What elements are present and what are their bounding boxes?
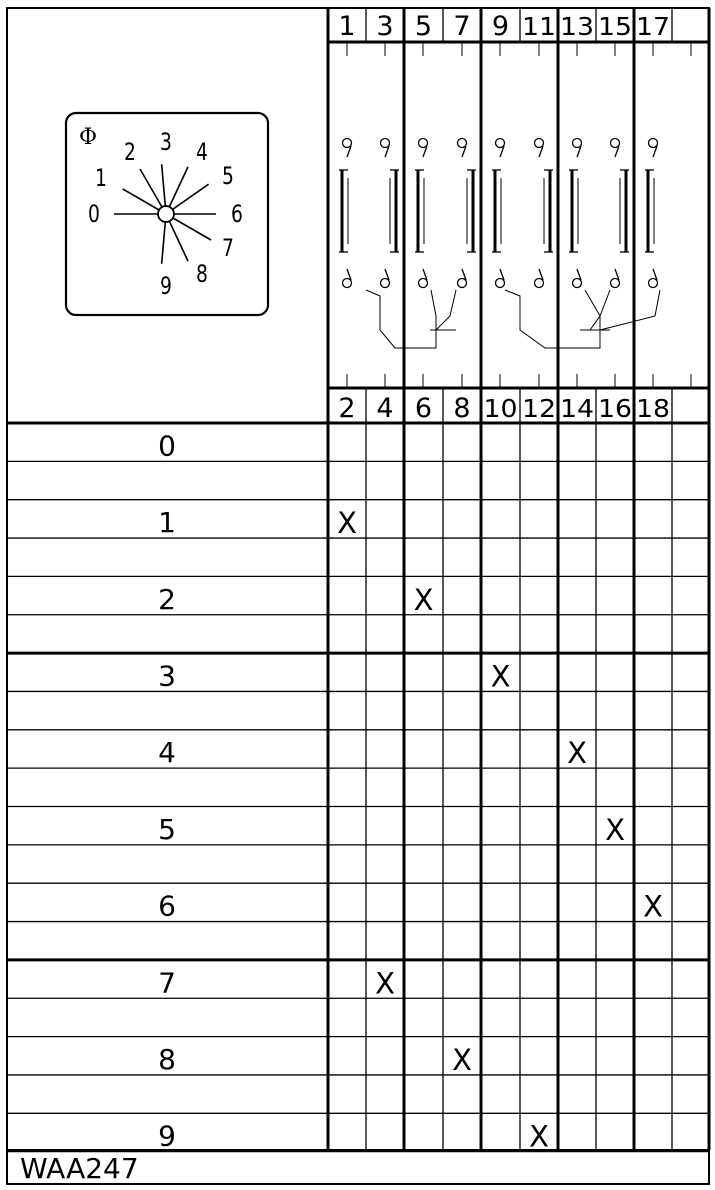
dial-position-9: 9 — [160, 272, 172, 301]
mark-position-1: X — [337, 506, 357, 541]
terminal-bottom-18: 18 — [636, 394, 670, 423]
terminal-circle — [496, 279, 505, 288]
mark-position-5: X — [605, 812, 625, 847]
bridge-wire — [600, 290, 660, 330]
dial-position-4: 4 — [196, 138, 208, 167]
terminal-circle — [649, 279, 658, 288]
terminal-circle — [458, 139, 467, 148]
terminal-bottom-12: 12 — [522, 394, 556, 423]
bridge-wire — [436, 290, 456, 330]
bottom-terminals — [338, 393, 670, 424]
dial-position-6: 6 — [231, 200, 243, 229]
dial-position-3: 3 — [160, 128, 172, 157]
terminal-circle — [573, 279, 582, 288]
position-label-1: 1 — [158, 506, 176, 540]
terminal-circle — [496, 139, 505, 148]
position-labels — [158, 429, 176, 1152]
terminal-bottom-4: 4 — [376, 393, 394, 424]
position-label-0: 0 — [158, 429, 176, 463]
bridge-wire — [505, 290, 600, 348]
terminal-circle — [343, 139, 352, 148]
contact-schematic — [339, 139, 660, 349]
terminal-bottom-16: 16 — [598, 394, 632, 423]
mark-position-6: X — [643, 889, 663, 924]
position-label-7: 7 — [158, 966, 176, 1000]
dial-position-7: 7 — [222, 234, 234, 263]
terminal-bottom-8: 8 — [453, 393, 471, 424]
terminal-circle — [381, 139, 390, 148]
terminal-top-5: 5 — [414, 11, 433, 42]
mark-position-3: X — [490, 659, 511, 694]
terminal-circle — [535, 139, 544, 148]
dial-position-1: 1 — [95, 164, 107, 193]
grid-structure — [7, 8, 709, 1184]
mark-position-7: X — [375, 966, 395, 1001]
terminal-top-11: 11 — [522, 12, 556, 41]
dial-position-5: 5 — [222, 162, 234, 191]
terminal-circle — [343, 279, 352, 288]
terminal-circle — [419, 139, 428, 148]
top-terminals — [338, 11, 670, 42]
mark-position-2: X — [413, 582, 434, 617]
position-label-4: 4 — [158, 736, 176, 770]
position-label-6: 6 — [158, 889, 176, 923]
terminal-bottom-6: 6 — [414, 393, 433, 424]
terminal-bottom-10: 10 — [483, 394, 518, 423]
position-label-3: 3 — [158, 659, 176, 693]
terminal-bottom-14: 14 — [560, 394, 594, 423]
terminal-top-9: 9 — [491, 11, 510, 42]
dial-position-8: 8 — [196, 260, 208, 289]
terminal-circle — [419, 279, 428, 288]
mark-position-9: X — [529, 1119, 549, 1154]
position-label-2: 2 — [158, 582, 176, 616]
dial-position-2: 2 — [124, 138, 136, 167]
terminal-circle — [458, 279, 467, 288]
terminal-circle — [611, 139, 620, 148]
dial-position-0: 0 — [88, 200, 100, 229]
dial-hub — [158, 206, 174, 222]
position-label-8: 8 — [158, 1042, 176, 1076]
terminal-top-7: 7 — [453, 11, 471, 42]
terminal-circle — [649, 139, 658, 148]
terminal-top-1: 1 — [338, 11, 356, 42]
terminal-circle — [381, 279, 390, 288]
terminal-top-3: 3 — [376, 11, 394, 42]
terminal-circle — [573, 139, 582, 148]
contact-marks — [337, 506, 663, 1154]
mark-position-4: X — [567, 736, 587, 771]
terminal-top-13: 13 — [560, 12, 594, 41]
terminal-top-15: 15 — [598, 12, 632, 41]
type-code: WAA247 — [20, 1152, 139, 1185]
position-label-9: 9 — [158, 1119, 176, 1153]
terminal-circle — [611, 279, 620, 288]
terminal-circle — [535, 279, 544, 288]
bridge-wire — [366, 290, 436, 348]
position-label-5: 5 — [158, 812, 176, 846]
phi-symbol: Φ — [79, 125, 98, 150]
mark-position-8: X — [452, 1042, 472, 1077]
dial — [66, 113, 268, 315]
terminal-bottom-2: 2 — [338, 393, 356, 424]
terminal-top-17: 17 — [636, 12, 670, 41]
